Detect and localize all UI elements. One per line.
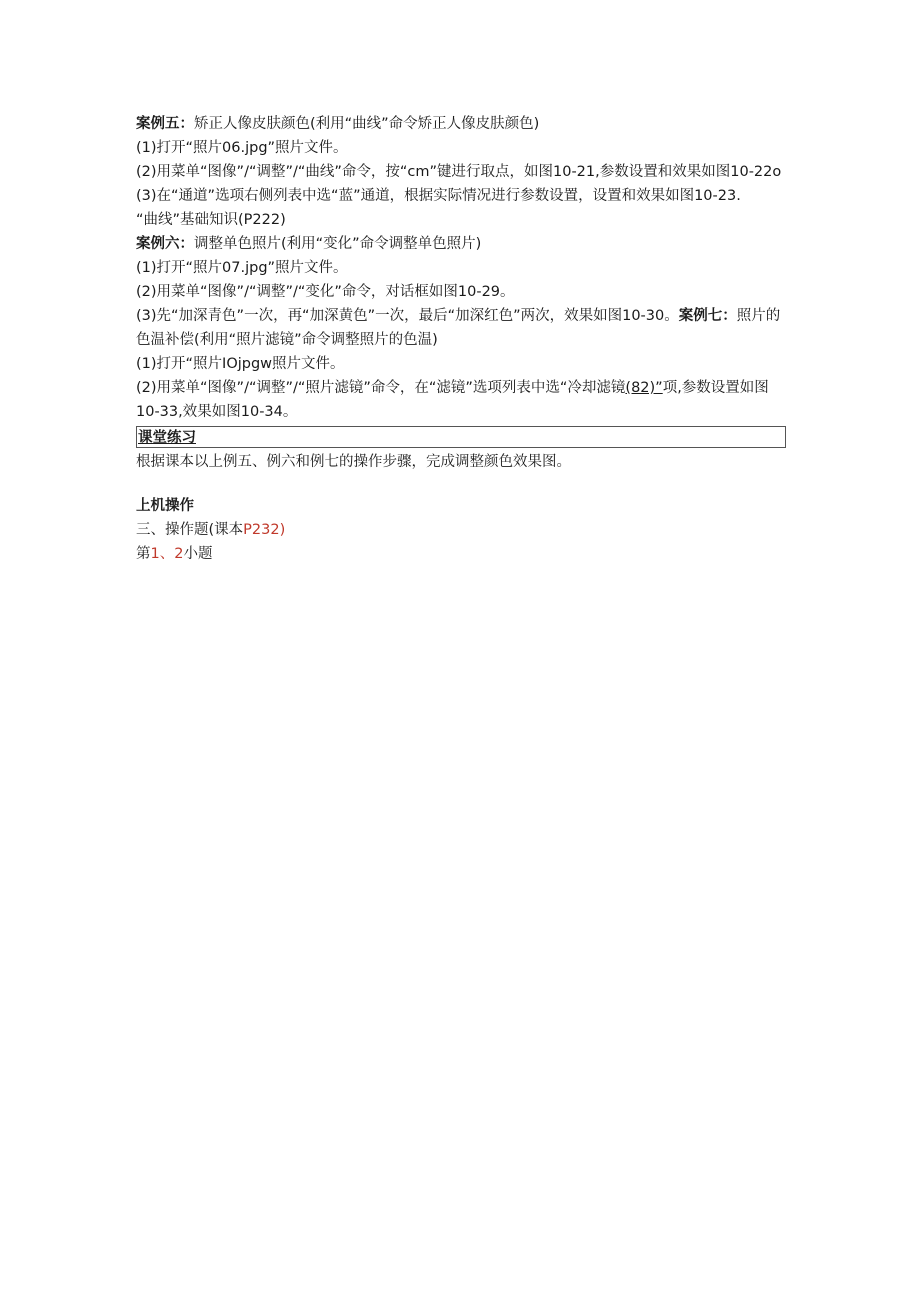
lab-line2-suffix: 小题: [183, 546, 213, 562]
case5-note: “曲线”基础知识(P222): [136, 212, 286, 228]
case5-title: 矫正人像皮肤颜色(利用“曲线”命令矫正人像皮肤颜色): [194, 116, 540, 132]
practice-text: 根据课本以上例五、例六和例七的操作步骤，完成调整颜色效果图。: [136, 454, 571, 470]
lab-line1-page: P232): [243, 522, 286, 538]
lab-line2-prefix: 第: [136, 546, 151, 562]
practice-title: 课堂练习: [138, 430, 196, 446]
spacer: [136, 474, 786, 494]
case5-step1: (1)打开“照片06.jpg”照片文件。: [136, 140, 348, 156]
document-body: [136, 112, 786, 566]
practice-title-box: [136, 426, 786, 448]
case6-step2: (2)用菜单“图像”/“调整”/“变化”命令，对话框如图10-29。: [136, 284, 515, 300]
case7-step2-underlined: (82)”: [625, 380, 663, 396]
case6-step3-with-case7-heading: [136, 304, 786, 352]
case5-heading: [136, 112, 786, 136]
case6-title: 调整单色照片(利用“变化”命令调整单色照片): [194, 236, 482, 252]
case7-step2-rest: 项,参数设置如图10-33,效果如图10-34。: [136, 380, 769, 420]
lab-title: 上机操作: [136, 498, 194, 514]
lab-line2: [136, 542, 786, 566]
lab-line1: [136, 518, 786, 542]
case5-step3: (3)在“通道”选项右侧列表中选“蓝”通道，根据实际情况进行参数设置，设置和效果如图10-23.: [136, 188, 741, 204]
case7-title: 照片的色温补偿(利用“照片滤镜”命令调整照片的色温): [136, 308, 781, 348]
case7-step2: [136, 376, 786, 424]
case7-step2-text: (2)用菜单“图像”/“调整”/“照片滤镜”命令，在“滤镜”选项列表中选“冷却滤镜: [136, 380, 626, 396]
case6-heading: [136, 232, 786, 256]
case7-step1: (1)打开“照片IOjpgw照片文件。: [136, 356, 345, 372]
case7-label: 案例七：: [678, 308, 737, 324]
case6-label: 案例六：: [136, 236, 194, 252]
case6-step1: (1)打开“照片07.jpg”照片文件。: [136, 260, 348, 276]
lab-line1-text: 三、操作题(课本: [136, 522, 244, 538]
case6-step3: (3)先“加深青色”一次，再“加深黄色”一次，最后“加深红色”两次，效果如图10-30。: [136, 308, 679, 324]
lab-line2-numbers: 1、2: [150, 546, 184, 562]
case5-label: 案例五：: [136, 116, 194, 132]
case5-step2: (2)用菜单“图像”/“调整”/“曲线”命令，按“cm”键进行取点，如图10-21,参数设置和效果如图10-22o: [136, 164, 782, 180]
